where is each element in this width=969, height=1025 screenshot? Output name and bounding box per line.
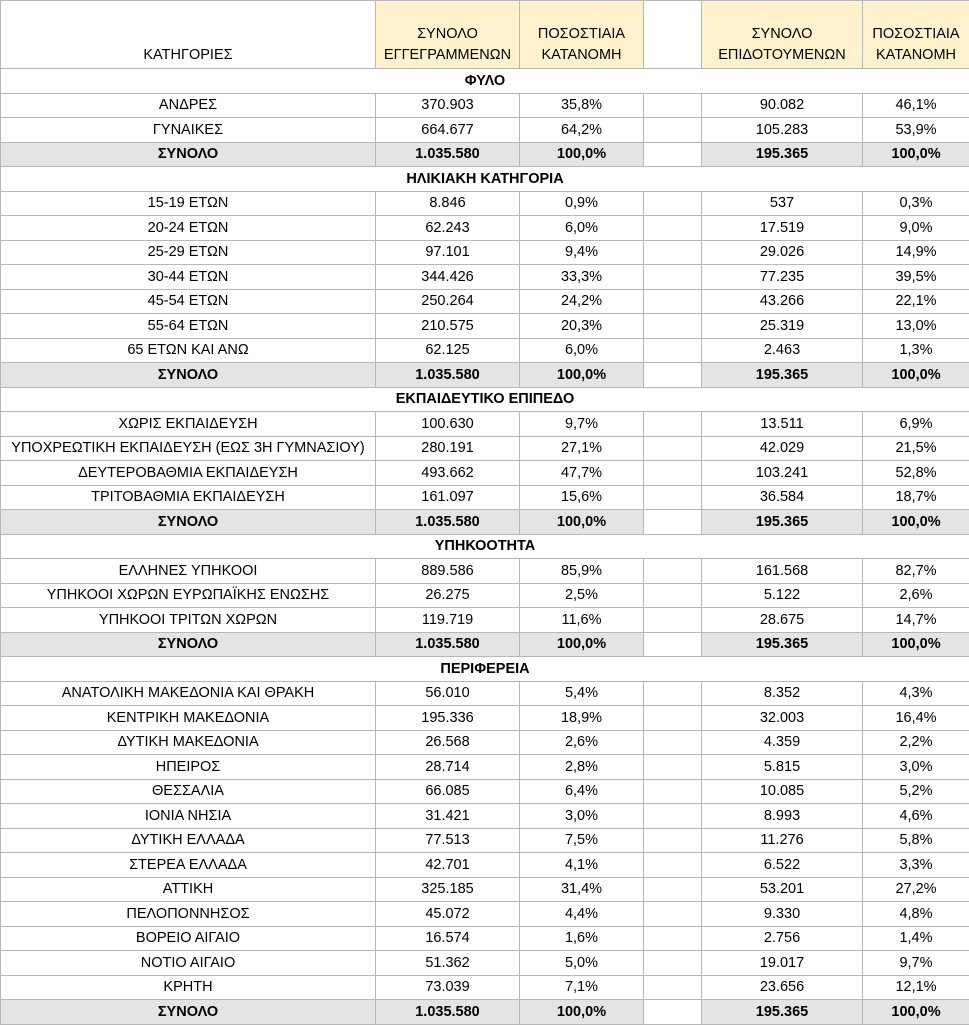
gap-cell [644, 632, 702, 657]
total-row [1, 363, 969, 388]
row-label: 65 ΕΤΩΝ ΚΑΙ ΑΝΩ [1, 338, 376, 363]
subsidized-value: 19.017 [702, 951, 863, 976]
gap-cell [644, 436, 702, 461]
header-registered [376, 1, 520, 69]
header-reg-pct-line1: ΠΟΣΟΣΤΙΑΙΑ [538, 26, 625, 42]
section-header-row [1, 387, 969, 412]
subsidized-value: 195.365 [702, 510, 863, 535]
subsidized-pct-value: 4,6% [863, 804, 969, 829]
registered-pct-value: 64,2% [520, 118, 644, 143]
section-title: ΦΥΛΟ [1, 69, 969, 94]
gap-cell [644, 951, 702, 976]
table-row [1, 804, 969, 829]
registered-value: 119.719 [376, 608, 520, 633]
gap-cell [644, 853, 702, 878]
subsidized-value: 13.511 [702, 412, 863, 437]
subsidized-pct-value: 100,0% [863, 632, 969, 657]
section-header-row [1, 657, 969, 682]
registered-pct-value: 35,8% [520, 93, 644, 118]
subsidized-value: 10.085 [702, 779, 863, 804]
subsidized-value: 4.359 [702, 730, 863, 755]
table-row [1, 289, 969, 314]
total-row [1, 1000, 969, 1025]
section-title: ΥΠΗΚΟΟΤΗΤΑ [1, 534, 969, 559]
registered-value: 1.035.580 [376, 510, 520, 535]
subsidized-value: 2.756 [702, 926, 863, 951]
subsidized-pct-value: 12,1% [863, 975, 969, 1000]
header-subsidized [702, 1, 863, 69]
subsidized-pct-value: 9,0% [863, 216, 969, 241]
subsidized-pct-value: 13,0% [863, 314, 969, 339]
subsidized-value: 2.463 [702, 338, 863, 363]
registered-value: 73.039 [376, 975, 520, 1000]
registered-pct-value: 4,4% [520, 902, 644, 927]
subsidized-pct-value: 0,3% [863, 191, 969, 216]
subsidized-value: 195.365 [702, 142, 863, 167]
gap-cell [644, 142, 702, 167]
subsidized-value: 8.993 [702, 804, 863, 829]
gap-cell [644, 559, 702, 584]
gap-cell [644, 191, 702, 216]
subsidized-pct-value: 100,0% [863, 1000, 969, 1025]
table-body [1, 69, 969, 1025]
row-label: ΔΕΥΤΕΡΟΒΑΘΜΙΑ ΕΚΠΑΙΔΕΥΣΗ [1, 461, 376, 486]
table-row [1, 216, 969, 241]
header-registered-pct [520, 1, 644, 69]
header-category-label: ΚΑΤΗΓΟΡΙΕΣ [143, 47, 232, 63]
table-row [1, 314, 969, 339]
registered-value: 26.568 [376, 730, 520, 755]
row-label: ΚΡΗΤΗ [1, 975, 376, 1000]
header-subsidized-pct [863, 1, 969, 69]
row-label: 20-24 ΕΤΩΝ [1, 216, 376, 241]
subsidized-value: 103.241 [702, 461, 863, 486]
registered-value: 66.085 [376, 779, 520, 804]
registered-value: 51.362 [376, 951, 520, 976]
table-row [1, 730, 969, 755]
gap-cell [644, 1000, 702, 1025]
subsidized-value: 11.276 [702, 828, 863, 853]
subsidized-value: 9.330 [702, 902, 863, 927]
row-label: ΑΤΤΙΚΗ [1, 877, 376, 902]
gap-cell [644, 412, 702, 437]
section-title: ΕΚΠΑΙΔΕΥΤΙΚΟ ΕΠΙΠΕΔΟ [1, 387, 969, 412]
registered-value: 45.072 [376, 902, 520, 927]
row-label: ΝΟΤΙΟ ΑΙΓΑΙΟ [1, 951, 376, 976]
row-label: 25-29 ΕΤΩΝ [1, 240, 376, 265]
gap-cell [644, 902, 702, 927]
registered-pct-value: 2,8% [520, 755, 644, 780]
total-row [1, 142, 969, 167]
registered-value: 210.575 [376, 314, 520, 339]
subsidized-pct-value: 5,8% [863, 828, 969, 853]
gap-cell [644, 240, 702, 265]
subsidized-pct-value: 1,3% [863, 338, 969, 363]
subsidized-pct-value: 53,9% [863, 118, 969, 143]
gap-cell [644, 975, 702, 1000]
registered-pct-value: 6,4% [520, 779, 644, 804]
table-row [1, 853, 969, 878]
subsidized-value: 53.201 [702, 877, 863, 902]
header-subsidized-line1: ΣΥΝΟΛΟ [752, 26, 813, 42]
registered-value: 195.336 [376, 706, 520, 731]
row-label: ΥΠΗΚΟΟΙ ΧΩΡΩΝ ΕΥΡΩΠΑΪΚΗΣ ΕΝΩΣΗΣ [1, 583, 376, 608]
subsidized-value: 17.519 [702, 216, 863, 241]
table-row [1, 877, 969, 902]
registered-pct-value: 11,6% [520, 608, 644, 633]
subsidized-pct-value: 52,8% [863, 461, 969, 486]
gap-cell [644, 510, 702, 535]
table-row [1, 265, 969, 290]
row-label: ΤΡΙΤΟΒΑΘΜΙΑ ΕΚΠΑΙΔΕΥΣΗ [1, 485, 376, 510]
subsidized-value: 105.283 [702, 118, 863, 143]
registered-value: 26.275 [376, 583, 520, 608]
subsidized-pct-value: 46,1% [863, 93, 969, 118]
subsidized-value: 29.026 [702, 240, 863, 265]
registered-pct-value: 6,0% [520, 338, 644, 363]
header-gap [644, 1, 702, 69]
section-header-row [1, 534, 969, 559]
registered-value: 62.125 [376, 338, 520, 363]
subsidized-pct-value: 27,2% [863, 877, 969, 902]
registered-pct-value: 27,1% [520, 436, 644, 461]
gap-cell [644, 338, 702, 363]
subsidized-pct-value: 6,9% [863, 412, 969, 437]
row-label: 30-44 ΕΤΩΝ [1, 265, 376, 290]
gap-cell [644, 118, 702, 143]
row-label: ΠΕΛΟΠΟΝΝΗΣΟΣ [1, 902, 376, 927]
registered-pct-value: 100,0% [520, 632, 644, 657]
subsidized-value: 77.235 [702, 265, 863, 290]
row-label: ΑΝΑΤΟΛΙΚΗ ΜΑΚΕΔΟΝΙΑ ΚΑΙ ΘΡΑΚΗ [1, 681, 376, 706]
subsidized-value: 42.029 [702, 436, 863, 461]
row-label: ΔΥΤΙΚΗ ΕΛΛΑΔΑ [1, 828, 376, 853]
subsidized-pct-value: 39,5% [863, 265, 969, 290]
table-row [1, 583, 969, 608]
registered-value: 62.243 [376, 216, 520, 241]
subsidized-pct-value: 100,0% [863, 510, 969, 535]
section-header-row [1, 69, 969, 94]
registered-pct-value: 3,0% [520, 804, 644, 829]
subsidized-value: 32.003 [702, 706, 863, 731]
row-label: 45-54 ΕΤΩΝ [1, 289, 376, 314]
subsidized-pct-value: 4,3% [863, 681, 969, 706]
registered-pct-value: 4,1% [520, 853, 644, 878]
table-row [1, 191, 969, 216]
registered-pct-value: 33,3% [520, 265, 644, 290]
gap-cell [644, 289, 702, 314]
table-row [1, 608, 969, 633]
row-label: ΕΛΛΗΝΕΣ ΥΠΗΚΟΟΙ [1, 559, 376, 584]
section-title: ΗΛΙΚΙΑΚΗ ΚΑΤΗΓΟΡΙΑ [1, 167, 969, 192]
table-row [1, 436, 969, 461]
table-row [1, 485, 969, 510]
gap-cell [644, 608, 702, 633]
table-row [1, 755, 969, 780]
table-row [1, 926, 969, 951]
table-row [1, 338, 969, 363]
registered-value: 56.010 [376, 681, 520, 706]
registered-pct-value: 18,9% [520, 706, 644, 731]
gap-cell [644, 804, 702, 829]
registered-value: 42.701 [376, 853, 520, 878]
table-row [1, 93, 969, 118]
registered-value: 8.846 [376, 191, 520, 216]
gap-cell [644, 730, 702, 755]
gap-cell [644, 265, 702, 290]
gap-cell [644, 583, 702, 608]
registered-value: 370.903 [376, 93, 520, 118]
row-label: ΥΠΟΧΡΕΩΤΙΚΗ ΕΚΠΑΙΔΕΥΣΗ (ΕΩΣ 3Η ΓΥΜΝΑΣΙΟΥ) [1, 436, 376, 461]
registered-pct-value: 1,6% [520, 926, 644, 951]
subsidized-value: 195.365 [702, 632, 863, 657]
row-label: ΗΠΕΙΡΟΣ [1, 755, 376, 780]
registered-value: 1.035.580 [376, 363, 520, 388]
row-label: 55-64 ΕΤΩΝ [1, 314, 376, 339]
section-title: ΠΕΡΙΦΕΡΕΙΑ [1, 657, 969, 682]
table-row [1, 118, 969, 143]
gap-cell [644, 93, 702, 118]
subsidized-pct-value: 14,9% [863, 240, 969, 265]
subsidized-value: 195.365 [702, 363, 863, 388]
subsidized-pct-value: 14,7% [863, 608, 969, 633]
registered-value: 1.035.580 [376, 632, 520, 657]
header-sub-pct-line1: ΠΟΣΟΣΤΙΑΙΑ [872, 26, 959, 42]
table-row [1, 779, 969, 804]
table-row [1, 975, 969, 1000]
registered-pct-value: 2,5% [520, 583, 644, 608]
table-row [1, 681, 969, 706]
registered-pct-value: 24,2% [520, 289, 644, 314]
gap-cell [644, 779, 702, 804]
subsidized-pct-value: 2,2% [863, 730, 969, 755]
table-row [1, 240, 969, 265]
registered-pct-value: 15,6% [520, 485, 644, 510]
subsidized-value: 36.584 [702, 485, 863, 510]
subsidized-pct-value: 2,6% [863, 583, 969, 608]
subsidized-pct-value: 4,8% [863, 902, 969, 927]
registered-value: 1.035.580 [376, 1000, 520, 1025]
registered-pct-value: 7,1% [520, 975, 644, 1000]
total-row [1, 510, 969, 535]
registered-value: 344.426 [376, 265, 520, 290]
gap-cell [644, 363, 702, 388]
subsidized-value: 28.675 [702, 608, 863, 633]
subsidized-pct-value: 82,7% [863, 559, 969, 584]
row-label: 15-19 ΕΤΩΝ [1, 191, 376, 216]
row-label: ΓΥΝΑΙΚΕΣ [1, 118, 376, 143]
subsidized-pct-value: 16,4% [863, 706, 969, 731]
total-row [1, 632, 969, 657]
row-label: ΣΥΝΟΛΟ [1, 632, 376, 657]
row-label: ΣΥΝΟΛΟ [1, 1000, 376, 1025]
row-label: ΥΠΗΚΟΟΙ ΤΡΙΤΩΝ ΧΩΡΩΝ [1, 608, 376, 633]
registered-value: 97.101 [376, 240, 520, 265]
header-registered-line1: ΣΥΝΟΛΟ [417, 26, 478, 42]
registered-pct-value: 47,7% [520, 461, 644, 486]
registered-value: 493.662 [376, 461, 520, 486]
registered-pct-value: 9,4% [520, 240, 644, 265]
table-row [1, 706, 969, 731]
subsidized-value: 90.082 [702, 93, 863, 118]
registered-pct-value: 100,0% [520, 363, 644, 388]
registered-value: 100.630 [376, 412, 520, 437]
row-label: ΣΥΝΟΛΟ [1, 142, 376, 167]
subsidized-pct-value: 18,7% [863, 485, 969, 510]
registered-pct-value: 0,9% [520, 191, 644, 216]
registered-value: 28.714 [376, 755, 520, 780]
registered-pct-value: 2,6% [520, 730, 644, 755]
row-label: ΘΕΣΣΑΛΙΑ [1, 779, 376, 804]
header-row [1, 1, 969, 69]
subsidized-pct-value: 100,0% [863, 142, 969, 167]
table-row [1, 559, 969, 584]
registered-pct-value: 20,3% [520, 314, 644, 339]
subsidized-value: 6.522 [702, 853, 863, 878]
row-label: ΣΥΝΟΛΟ [1, 363, 376, 388]
registered-value: 161.097 [376, 485, 520, 510]
registered-pct-value: 5,4% [520, 681, 644, 706]
row-label: ΣΤΕΡΕΑ ΕΛΛΑΔΑ [1, 853, 376, 878]
registered-pct-value: 100,0% [520, 142, 644, 167]
subsidized-value: 5.815 [702, 755, 863, 780]
subsidized-pct-value: 9,7% [863, 951, 969, 976]
registered-pct-value: 7,5% [520, 828, 644, 853]
subsidized-pct-value: 5,2% [863, 779, 969, 804]
gap-cell [644, 755, 702, 780]
subsidized-pct-value: 3,3% [863, 853, 969, 878]
subsidized-value: 8.352 [702, 681, 863, 706]
gap-cell [644, 216, 702, 241]
table-row [1, 828, 969, 853]
row-label: ΑΝΔΡΕΣ [1, 93, 376, 118]
header-subsidized-line2: ΕΠΙΔΟΤΟΥΜΕΝΩΝ [718, 47, 845, 63]
registered-pct-value: 5,0% [520, 951, 644, 976]
registered-value: 31.421 [376, 804, 520, 829]
header-registered-line2: ΕΓΓΕΓΡΑΜΜΕΝΩΝ [384, 47, 511, 63]
gap-cell [644, 485, 702, 510]
subsidized-value: 43.266 [702, 289, 863, 314]
subsidized-value: 23.656 [702, 975, 863, 1000]
registered-value: 1.035.580 [376, 142, 520, 167]
section-header-row [1, 167, 969, 192]
gap-cell [644, 314, 702, 339]
subsidized-value: 25.319 [702, 314, 863, 339]
registered-value: 77.513 [376, 828, 520, 853]
registered-pct-value: 85,9% [520, 559, 644, 584]
gap-cell [644, 926, 702, 951]
registered-value: 280.191 [376, 436, 520, 461]
header-category [1, 1, 376, 69]
row-label: ΒΟΡΕΙΟ ΑΙΓΑΙΟ [1, 926, 376, 951]
header-sub-pct-line2: ΚΑΤΑΝΟΜΗ [876, 47, 956, 63]
table-row [1, 412, 969, 437]
gap-cell [644, 877, 702, 902]
gap-cell [644, 706, 702, 731]
subsidized-pct-value: 1,4% [863, 926, 969, 951]
subsidized-pct-value: 100,0% [863, 363, 969, 388]
row-label: ΙΟΝΙΑ ΝΗΣΙΑ [1, 804, 376, 829]
registered-value: 664.677 [376, 118, 520, 143]
subsidized-pct-value: 21,5% [863, 436, 969, 461]
header-reg-pct-line2: ΚΑΤΑΝΟΜΗ [541, 47, 621, 63]
subsidized-pct-value: 3,0% [863, 755, 969, 780]
subsidized-value: 195.365 [702, 1000, 863, 1025]
table-row [1, 461, 969, 486]
registered-pct-value: 31,4% [520, 877, 644, 902]
subsidized-value: 537 [702, 191, 863, 216]
registered-value: 16.574 [376, 926, 520, 951]
subsidized-value: 5.122 [702, 583, 863, 608]
row-label: ΔΥΤΙΚΗ ΜΑΚΕΔΟΝΙΑ [1, 730, 376, 755]
table-row [1, 951, 969, 976]
subsidized-value: 161.568 [702, 559, 863, 584]
registered-pct-value: 100,0% [520, 510, 644, 535]
registered-value: 250.264 [376, 289, 520, 314]
gap-cell [644, 461, 702, 486]
table-row [1, 902, 969, 927]
gap-cell [644, 681, 702, 706]
row-label: ΧΩΡΙΣ ΕΚΠΑΙΔΕΥΣΗ [1, 412, 376, 437]
subsidized-pct-value: 22,1% [863, 289, 969, 314]
registered-pct-value: 6,0% [520, 216, 644, 241]
row-label: ΚΕΝΤΡΙΚΗ ΜΑΚΕΔΟΝΙΑ [1, 706, 376, 731]
registered-value: 325.185 [376, 877, 520, 902]
registered-value: 889.586 [376, 559, 520, 584]
gap-cell [644, 828, 702, 853]
row-label: ΣΥΝΟΛΟ [1, 510, 376, 535]
registered-pct-value: 9,7% [520, 412, 644, 437]
registered-pct-value: 100,0% [520, 1000, 644, 1025]
